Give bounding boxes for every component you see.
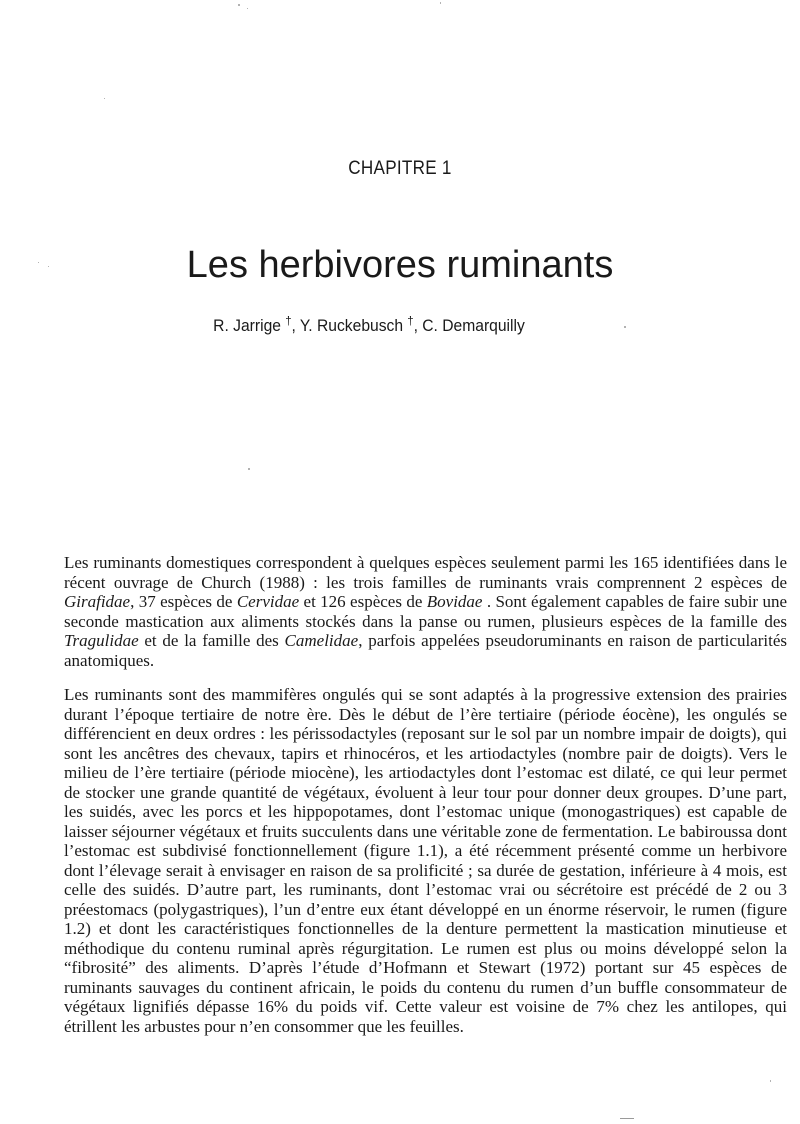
author-jarrige: R. Jarrige — [213, 316, 286, 335]
authors-line — [30, 313, 709, 336]
paragraph-text: , parfois appelées pseudoruminants en raison de particularités anatomiques. — [64, 631, 787, 670]
taxon-name: Girafidae — [64, 592, 131, 611]
chapter-title: Les herbivores ruminants — [186, 244, 614, 286]
author-demarquilly: , C. Demarquilly — [413, 316, 525, 335]
paragraph-text: et 126 espèces de — [299, 592, 427, 611]
taxon-name: Tragulidae — [64, 631, 139, 650]
taxon-name: Cervidae — [236, 592, 300, 611]
scan-speck — [770, 1080, 771, 1082]
taxon-name: Camelidae — [284, 631, 359, 650]
paragraph-text: Les ruminants domestiques correspondent à quelques espèces seulement parmi les 165 identifiées dans le récent ouvrage de Church (1988) : les trois familles de ruminants vrais comprennent 2 espèces de — [64, 553, 787, 592]
chapter-label: CHAPITRE 1 — [348, 158, 452, 179]
deceased-mark: † — [285, 313, 292, 328]
author-ruckebusch: , Y. Ruckebusch — [291, 316, 408, 335]
scan-speck — [248, 468, 250, 470]
paragraph-text: , 37 espèces de — [130, 592, 237, 611]
intro-paragraph — [64, 553, 787, 670]
evolution-paragraph: Les ruminants sont des mammifères ongulés qui se sont adaptés à la progressive extension des prairies durant l’époque tertiaire de notre ère. Dès le début de l’ère tertiaire (période éocène), les ongulés se différencient en deux ordres : les périssodactyles (reposant sur le sol par un nombre impair de doigts), qui sont les ancêtres des chevaux, tapirs et rhinocéros, et les artiodactyles (nombre pair de doigts). Vers le milieu de l’ère tertiaire (période miocène), les artiodactyles dont l’estomac est dilaté, ce qui leur permet de stocker une grande quantité de végétaux, évoluent à leur tour pour donner deux groupes. D’une part, les suidés, avec les porcs et les hippopotames, dont l’estomac unique (monogastriques) est capable de laisser séjourner végétaux et fruits succulents dans une véritable zone de fermentation. Le babiroussa dont l’estomac est subdivisé fonctionnellement (figure 1.1), a été récemment présenté comme un herbivore dont l’élevage serait à envisager en raison de sa prolificité ; sa durée de gestation, inférieure à 4 mois, est celle des suidés. D’autre part, les ruminants, dont l’estomac vrai ou sécrétoire est précédé de 2 ou 3 préestomacs (polygastriques), l’un d’entre eux étant développé en un énorme réservoir, le rumen (figure 1.2) et dont les caractéristiques fonctionnelles de la denture permettent la mastication minutieuse et méthodique du contenu ruminal après régurgitation. Le rumen est plus ou moins développé selon la “fibrosité” des aliments. D’après l’étude d’Hofmann et Stewart (1972) portant sur 45 espèces de ruminants sauvages du continent africain, le poids du contenu du rumen d’un buffle consommateur de végétaux lignifiés dépasse 16% du poids vif. Cette valeur est voisine de 7% chez les antilopes, qui étrillent les arbustes pour n’en consommer que les feuilles. — [64, 685, 787, 1036]
scan-speck — [104, 98, 105, 99]
scan-speck — [247, 8, 248, 9]
scan-speck — [624, 326, 626, 328]
scan-speck — [620, 1118, 634, 1119]
paragraph-text: et de la famille des — [138, 631, 285, 650]
paragraph-text: . Sont également capables de faire subir une seconde mastication aux aliments stockés dans la panse ou rumen, plusieurs espèces de la famille des — [64, 592, 787, 631]
scan-speck — [38, 262, 39, 263]
scan-speck — [238, 4, 240, 6]
taxon-name: Bovidae — [426, 592, 483, 611]
scan-speck — [440, 2, 441, 4]
deceased-mark: † — [407, 313, 414, 328]
scan-speck — [48, 266, 49, 267]
